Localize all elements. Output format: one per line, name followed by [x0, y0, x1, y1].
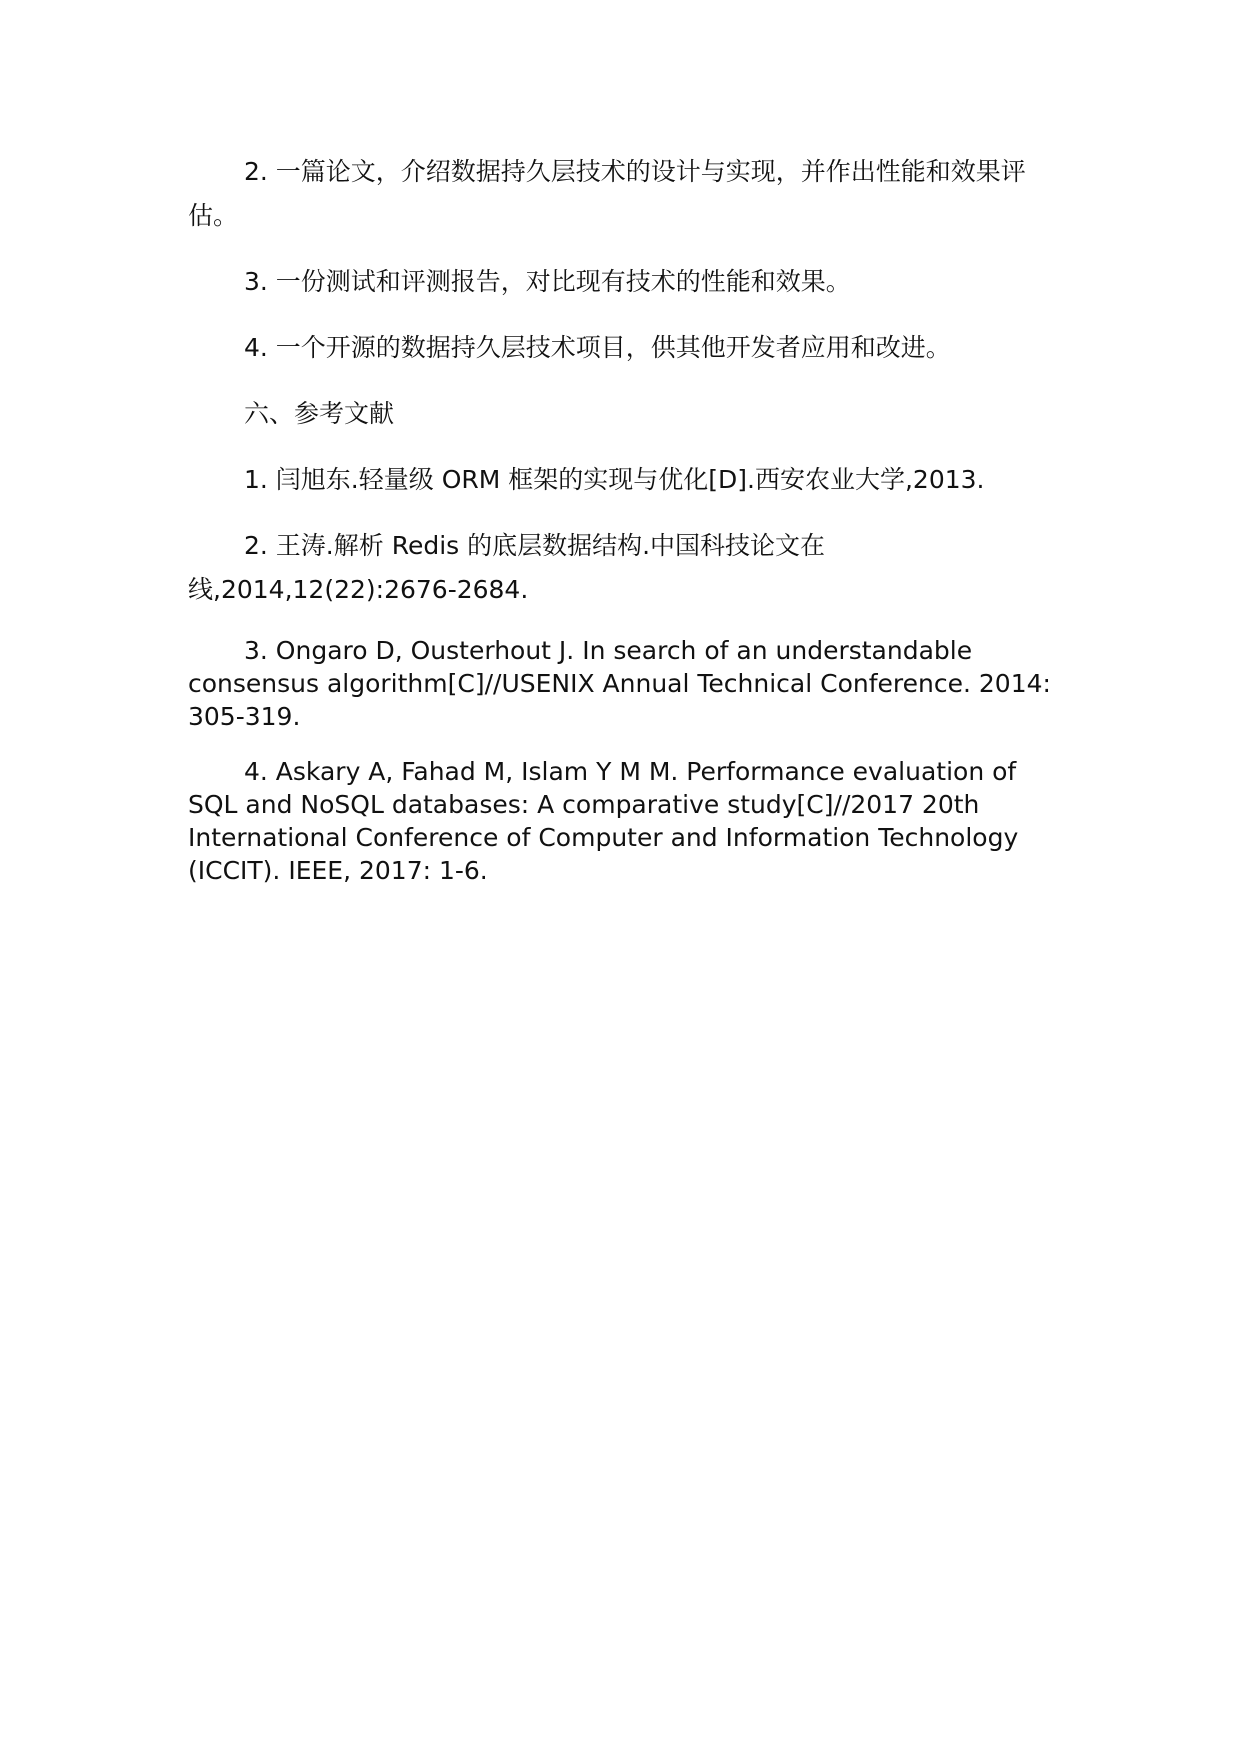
- document-page: [188, 150, 1058, 909]
- reference-item: 2. 王涛.解析 Redis 的底层数据结构.中国科技论文在线,2014,12(22):2676-2684.: [188, 531, 826, 604]
- reference-item: 4. Askary A, Fahad M, Islam Y M M. Performance evaluation of SQL and NoSQL databases: A comparative study[C]//2017 20th International Conference of Computer and Information Technology (ICCIT). IEEE, 2017: 1-6.: [188, 757, 1019, 885]
- reference-item: 1. 闫旭东.轻量级 ORM 框架的实现与优化[D].西安农业大学,2013.: [244, 465, 985, 494]
- reference-item: 3. Ongaro D, Ousterhout J. In search of an understandable consensus algorithm[C]//USENIX Annual Technical Conference. 2014: 305-319.: [188, 636, 1051, 731]
- deliverable-item: 2. 一篇论文，介绍数据持久层技术的设计与实现，并作出性能和效果评估。: [188, 157, 1026, 230]
- references-heading: 六、参考文献: [244, 399, 395, 428]
- deliverable-item: 3. 一份测试和评测报告，对比现有技术的性能和效果。: [244, 267, 851, 296]
- deliverable-item: 4. 一个开源的数据持久层技术项目，供其他开发者应用和改进。: [244, 333, 951, 362]
